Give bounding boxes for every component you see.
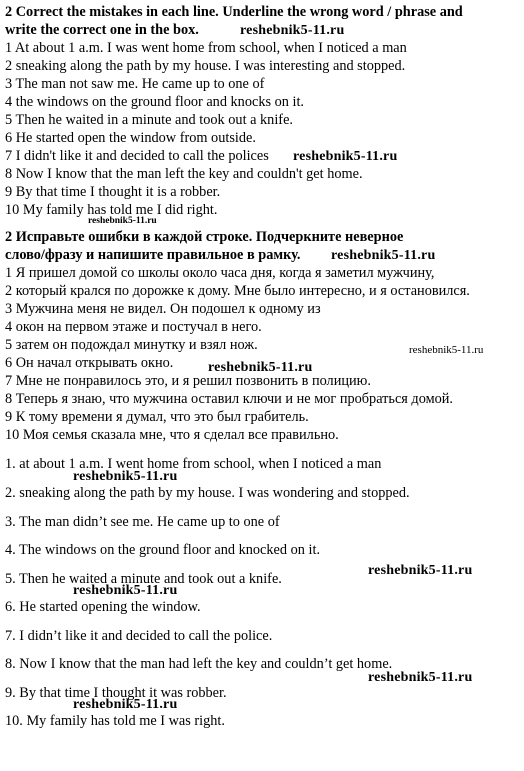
exercise-line: 10 My family has told me I did right. bbox=[5, 202, 218, 218]
watermark: reshebnik5-11.ru bbox=[293, 149, 398, 164]
translation-line: 5 затем он подождал минутку и взял нож. bbox=[5, 337, 258, 353]
exercise-line: 1 At about 1 a.m. I was went home from school, when I noticed a man bbox=[5, 40, 407, 56]
exercise-line: 2 sneaking along the path by my house. I was interesting and stopped. bbox=[5, 58, 406, 74]
watermark: reshebnik5-11.ru bbox=[73, 697, 178, 712]
answer-line: 8. Now I know that the man had left the key and couldn’t get home. bbox=[5, 656, 393, 672]
answer-line: 1. at about 1 a.m. I went home from school, when I noticed a man bbox=[5, 456, 382, 472]
translation-line: 9 К тому времени я думал, что это был грабитель. bbox=[5, 409, 309, 425]
watermark: reshebnik5-11.ru bbox=[368, 670, 473, 685]
answer-line: 3. The man didn’t see me. He came up to one of bbox=[5, 514, 280, 530]
exercise-line: 4 the windows on the ground floor and knocks on it. bbox=[5, 94, 305, 110]
exercise-line: 7 I didn't like it and decided to call the polices bbox=[5, 148, 269, 164]
translation-line: 10 Моя семья сказала мне, что я сделал все правильно. bbox=[5, 427, 339, 443]
translation-line: 6 Он начал открывать окно. bbox=[5, 355, 174, 371]
translation-line: 4 окон на первом этаже и постучал в него. bbox=[5, 319, 262, 335]
watermark: reshebnik5-11.ru bbox=[409, 344, 484, 356]
translation-line: 7 Мне не понравилось это, и я решил позвонить в полицию. bbox=[5, 373, 371, 389]
answer-line: 6. He started opening the window. bbox=[5, 599, 201, 615]
exercise-line: 6 He started open the window from outside. bbox=[5, 130, 256, 146]
answer-line: 10. My family has told me I was right. bbox=[5, 713, 225, 729]
translation-title-line-1: 2 Исправьте ошибки в каждой строке. Подчеркните неверное bbox=[5, 229, 404, 245]
exercise-title-line-2: write the correct one in the box. bbox=[5, 22, 199, 38]
answer-line: 2. sneaking along the path by my house. I was wondering and stopped. bbox=[5, 485, 410, 501]
answer-line: 9. By that time I thought it was robber. bbox=[5, 685, 227, 701]
translation-line: 1 Я пришел домой со школы около часа дня, когда я заметил мужчину, bbox=[5, 265, 435, 281]
exercise-line: 5 Then he waited in a minute and took out a knife. bbox=[5, 112, 293, 128]
answer-line: 4. The windows on the ground floor and knocked on it. bbox=[5, 542, 321, 558]
translation-line: 8 Теперь я знаю, что мужчина оставил ключи и не мог пробраться домой. bbox=[5, 391, 454, 407]
answer-line: 5. Then he waited a minute and took out a knife. bbox=[5, 571, 282, 587]
answer-line: 7. I didn’t like it and decided to call the police. bbox=[5, 628, 273, 644]
translation-line: 2 который крался по дорожке к дому. Мне было интересно, и я остановился. bbox=[5, 283, 470, 299]
exercise-line: 3 The man not saw me. He came up to one of bbox=[5, 76, 265, 92]
exercise-line: 8 Now I know that the man left the key and couldn't get home. bbox=[5, 166, 363, 182]
watermark: reshebnik5-11.ru bbox=[73, 583, 178, 598]
watermark: reshebnik5-11.ru bbox=[240, 23, 345, 38]
watermark: reshebnik5-11.ru bbox=[88, 216, 157, 226]
watermark: reshebnik5-11.ru bbox=[368, 563, 473, 578]
translation-line: 3 Мужчина меня не видел. Он подошел к одному из bbox=[5, 301, 321, 317]
watermark: reshebnik5-11.ru bbox=[331, 248, 436, 263]
exercise-line: 9 By that time I thought it is a robber. bbox=[5, 184, 221, 200]
exercise-title-line-1: 2 Correct the mistakes in each line. Underline the wrong word / phrase and bbox=[5, 4, 463, 20]
watermark: reshebnik5-11.ru bbox=[208, 360, 313, 375]
watermark: reshebnik5-11.ru bbox=[73, 469, 178, 484]
translation-title-line-2: слово/фразу и напишите правильное в рамку. bbox=[5, 247, 301, 263]
